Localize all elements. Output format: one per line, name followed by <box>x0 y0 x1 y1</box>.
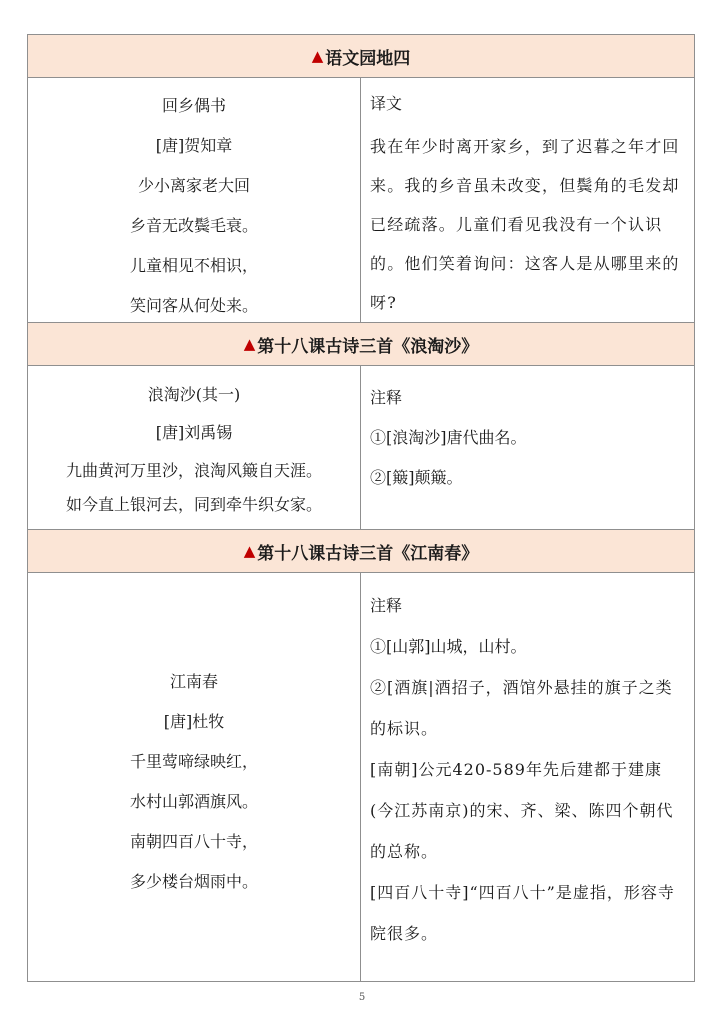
section-header <box>28 35 694 78</box>
poem-line: 如今直上银河去，同到牵牛织女家。 <box>65 495 322 514</box>
poem-line: 少小离家老大回 <box>137 176 250 195</box>
note-item: [四百八十寺]“四百八十”是虚指，形容寺院很多。 <box>370 883 675 943</box>
note-item: ②[酒旗|酒招子，酒馆外悬挂的旗子之类的标识。 <box>370 678 673 738</box>
poem-column <box>28 78 361 322</box>
triangle-icon: ▲ <box>243 542 256 560</box>
section-row <box>28 78 694 323</box>
section-row <box>28 573 694 981</box>
poem-author: [唐]贺知章 <box>155 136 233 155</box>
section-header <box>28 323 694 366</box>
triangle-icon: ▲ <box>311 47 324 65</box>
notes-title: 注释 <box>370 596 403 615</box>
note-item: ①[山郭]山城，山村。 <box>370 637 527 656</box>
poem-line: 多少楼台烟雨中。 <box>129 872 258 891</box>
poem-title: 浪淘沙(其一) <box>147 385 241 404</box>
poem-author: [唐]杜牧 <box>163 712 225 731</box>
note-item: [南朝]公元420-589年先后建都于建康 <box>370 760 662 779</box>
note-item: ②[簸]颠簸。 <box>370 468 463 487</box>
poem-title: 江南春 <box>169 672 218 691</box>
note-item: ①[浪淘沙]唐代曲名。 <box>370 428 527 447</box>
poem-line: 千里莺啼绿映红， <box>129 752 258 771</box>
note-item: (今江苏南京)的宋、齐、梁、陈四个朝代的总称。 <box>370 801 674 861</box>
section-header-title: 语文园地四 <box>325 48 411 69</box>
poem-title: 回乡偶书 <box>161 96 226 115</box>
section-row <box>28 366 694 530</box>
section-header-title: 第十八课古诗三首《江南春》 <box>257 543 479 564</box>
triangle-icon: ▲ <box>243 335 256 353</box>
poem-line: 儿童相见不相识， <box>129 256 258 275</box>
page-number: 5 <box>358 992 366 1003</box>
section-header-title: 第十八课古诗三首《浪淘沙》 <box>257 336 479 357</box>
section-header <box>28 530 694 573</box>
poem-column <box>28 573 361 981</box>
translation-column <box>361 78 694 322</box>
poem-line: 水村山郭酒旗风。 <box>129 792 258 811</box>
poem-author: [唐]刘禹锡 <box>155 423 233 442</box>
poem-column <box>28 366 361 529</box>
notes-column <box>361 573 694 981</box>
poem-line: 南朝四百八十寺， <box>129 832 258 851</box>
notes-title: 注释 <box>370 388 403 407</box>
poem-line: 九曲黄河万里沙，浪淘风簸自天涯。 <box>65 461 322 480</box>
poem-line: 笑问客从何处来。 <box>129 296 258 315</box>
translation-text: 我在年少时离开家乡，到了迟暮之年才回来。我的乡音虽未改变，但鬓角的毛发却已经疏落。儿童们看见我没有一个认识的。他们笑着询问：这客人是从哪里来的呀? <box>370 137 680 312</box>
translation-title: 译文 <box>370 94 403 113</box>
notes-column <box>361 366 694 529</box>
poem-line: 乡音无改鬓毛衰。 <box>129 216 258 235</box>
poem-table <box>27 34 695 982</box>
